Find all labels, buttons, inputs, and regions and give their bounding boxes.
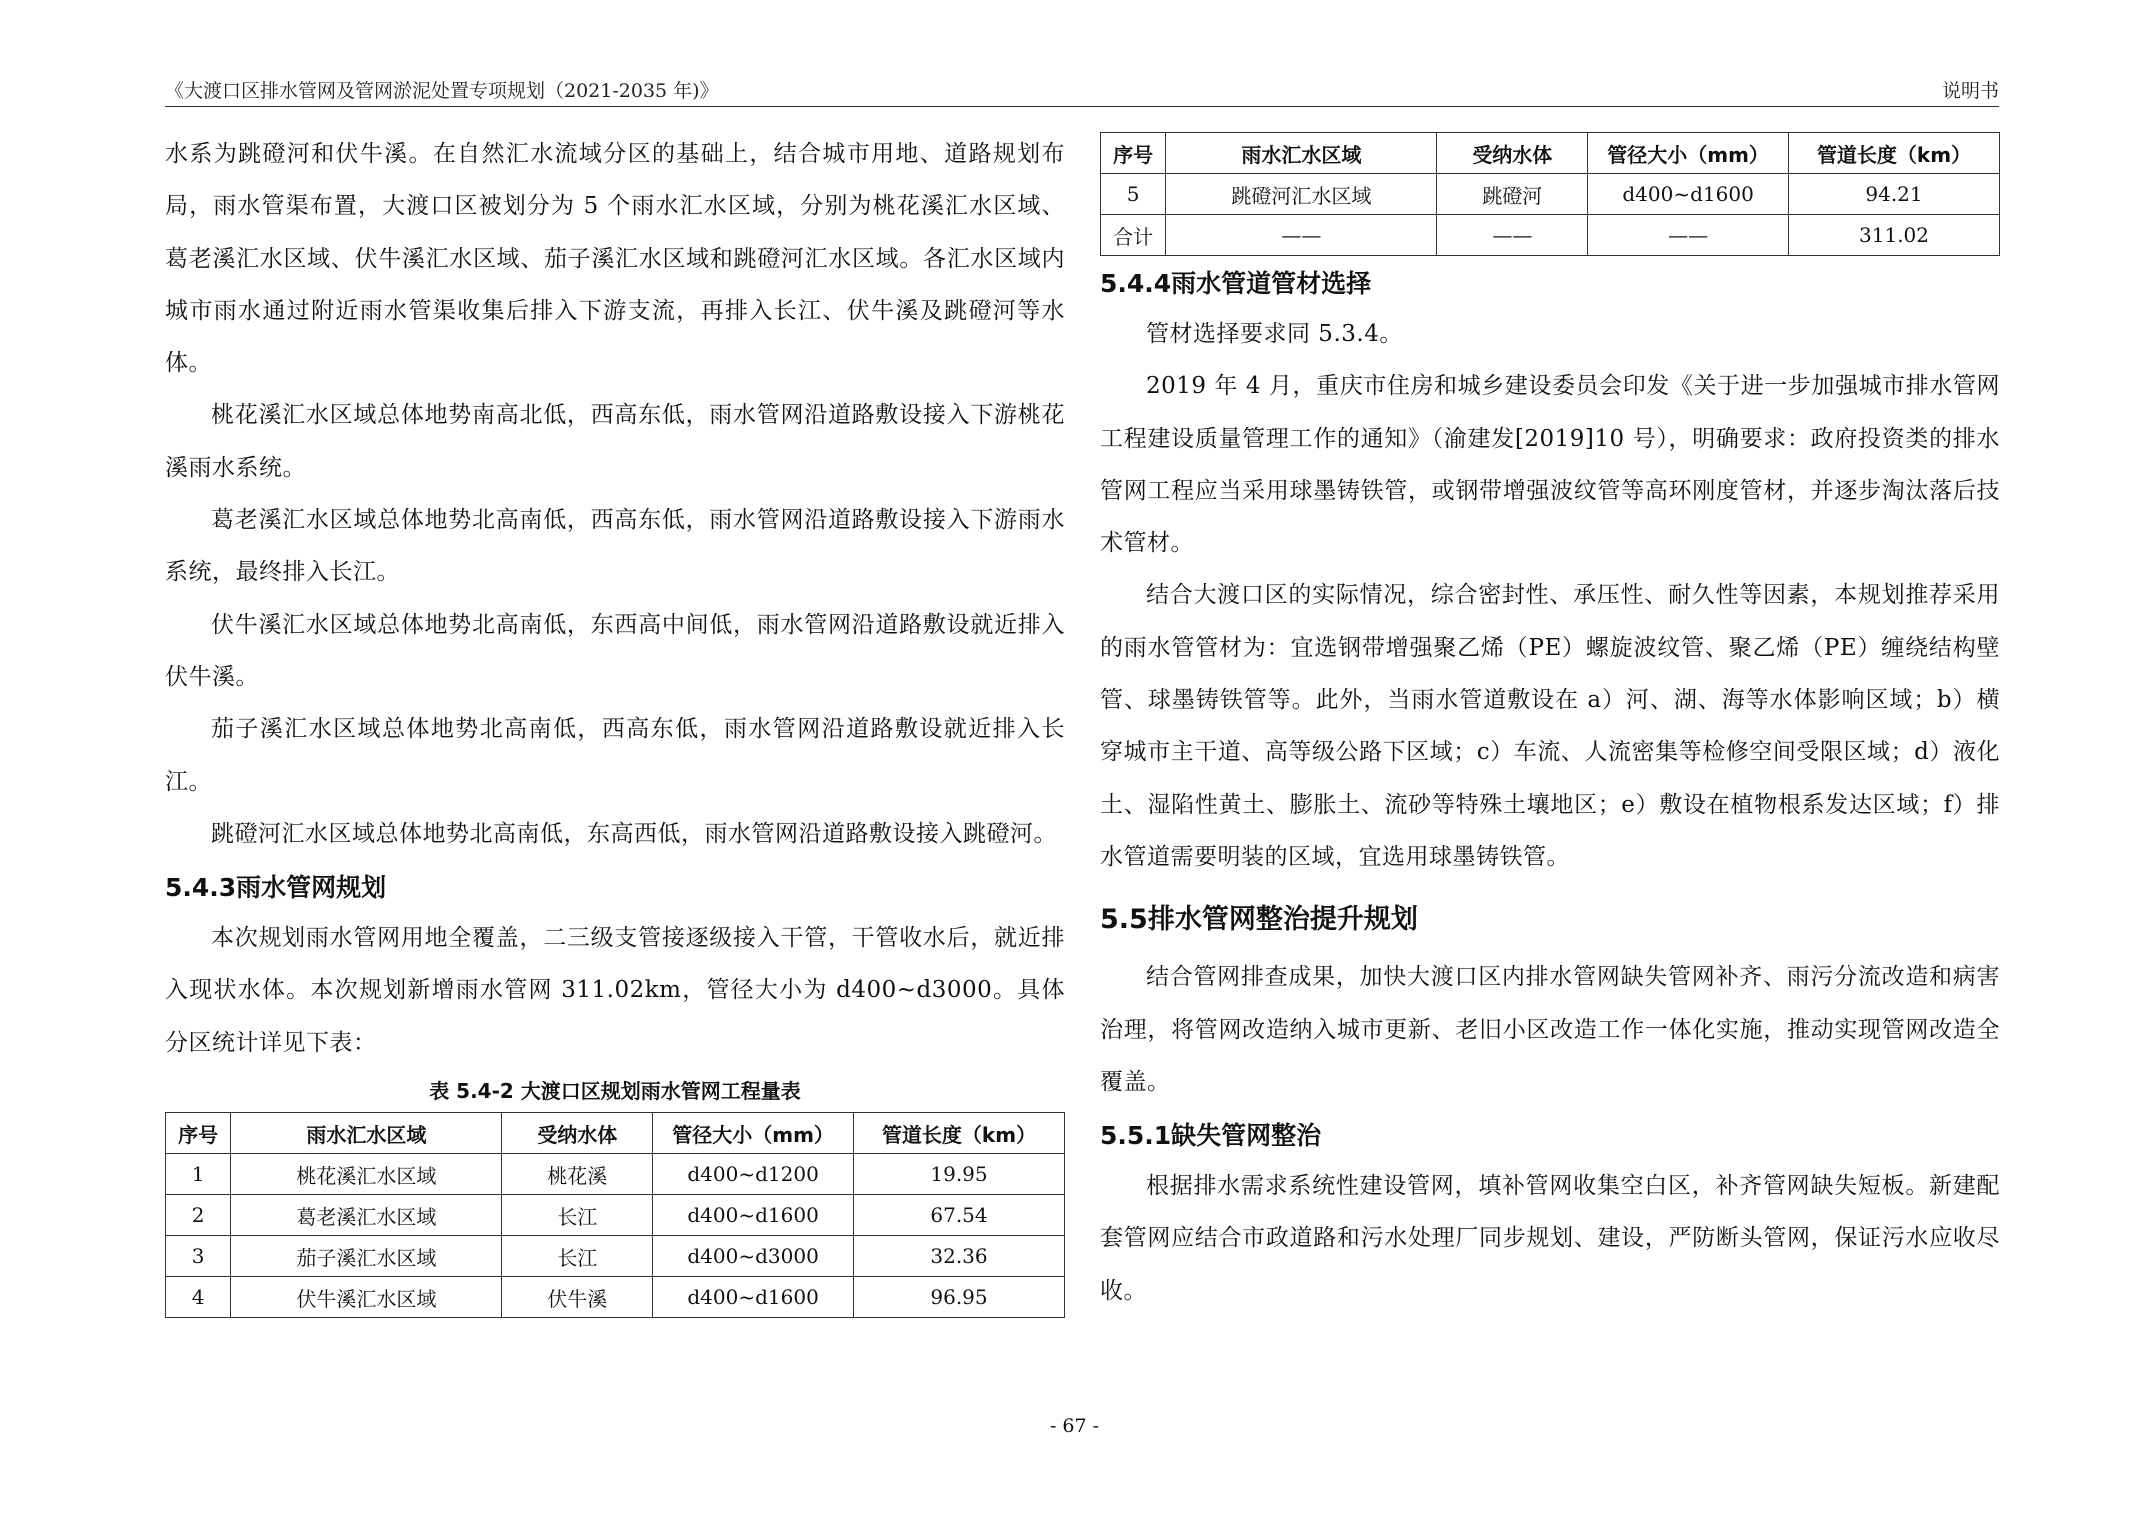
- table-header-row: [1101, 133, 2000, 174]
- table-cell: 长江: [502, 1195, 653, 1236]
- table-cell: 311.02: [1789, 215, 2000, 256]
- table-header-cell: 管道长度（km）: [854, 1113, 1065, 1154]
- left-column: [165, 128, 1065, 1318]
- table-cell: 长江: [502, 1236, 653, 1277]
- table-cell: 5: [1101, 174, 1166, 215]
- table-cell: 4: [166, 1277, 231, 1318]
- table-cell: 合计: [1101, 215, 1166, 256]
- table-cell: 桃花溪汇水区域: [231, 1154, 502, 1195]
- table-cell: d400~d1200: [653, 1154, 854, 1195]
- table-cell: 跳磴河汇水区域: [1166, 174, 1437, 215]
- table-cell: 32.36: [854, 1236, 1065, 1277]
- paragraph: 2019 年 4 月，重庆市住房和城乡建设委员会印发《关于进一步加强城市排水管网工程建设质量管理工作的通知》（渝建发[2019]10 号），明确要求：政府投资类的排水管网工程应当采用球墨铸铁管，或钢带增强波纹管等高环刚度管材，并逐步淘汰落后技术管材。: [1100, 373, 2000, 557]
- table-row: [166, 1154, 1065, 1195]
- table-caption: 表 5.4-2 大渡口区规划雨水管网工程量表: [429, 1079, 801, 1104]
- table-header-cell: 序号: [1101, 133, 1166, 174]
- table-cell: ——: [1166, 215, 1437, 256]
- table-header-cell: 雨水汇水区域: [231, 1113, 502, 1154]
- rainwater-pipe-table-continued: [1100, 132, 2000, 256]
- table-header-cell: 序号: [166, 1113, 231, 1154]
- document-type: 说明书: [1941, 80, 1999, 102]
- section-heading-5-4-4: 5.4.4雨水管道管材选择: [1100, 269, 1372, 298]
- table-row: [166, 1236, 1065, 1277]
- table-cell: 19.95: [854, 1154, 1065, 1195]
- table-cell: 2: [166, 1195, 231, 1236]
- table-cell: 跳磴河: [1437, 174, 1588, 215]
- rainwater-pipe-table: [165, 1112, 1065, 1318]
- table-row: [1101, 174, 2000, 215]
- table-row: [166, 1277, 1065, 1318]
- table-cell: d400~d3000: [653, 1236, 854, 1277]
- table-cell: 伏牛溪: [502, 1277, 653, 1318]
- table-header-cell: 受纳水体: [1437, 133, 1588, 174]
- table-total-row: [1101, 215, 2000, 256]
- paragraph: 跳磴河汇水区域总体地势北高南低，东高西低，雨水管网沿道路敷设接入跳磴河。: [211, 820, 1057, 847]
- table-cell: 茄子溪汇水区域: [231, 1236, 502, 1277]
- paragraph: 伏牛溪汇水区域总体地势北高南低，东西高中间低，雨水管网沿道路敷设就近排入伏牛溪。: [165, 611, 1065, 690]
- section-heading-5-5: 5.5排水管网整治提升规划: [1100, 904, 1418, 936]
- paragraph: 结合管网排查成果，加快大渡口区内排水管网缺失管网补齐、雨污分流改造和病害治理，将管网改造纳入城市更新、老旧小区改造工作一体化实施，推动实现管网改造全覆盖。: [1100, 964, 2000, 1095]
- table-header-row: [166, 1113, 1065, 1154]
- table-cell: 伏牛溪汇水区域: [231, 1277, 502, 1318]
- paragraph: 茄子溪汇水区域总体地势北高南低，西高东低，雨水管网沿道路敷设就近排入长江。: [165, 716, 1065, 795]
- table-cell: 96.95: [854, 1277, 1065, 1318]
- table-cell: ——: [1437, 215, 1588, 256]
- table-cell: 94.21: [1789, 174, 2000, 215]
- section-heading-5-4-3: 5.4.3雨水管网规划: [165, 873, 387, 903]
- paragraph: 葛老溪汇水区域总体地势北高南低，西高东低，雨水管网沿道路敷设接入下游雨水系统，最终排入长江。: [165, 507, 1065, 586]
- table-cell: 67.54: [854, 1195, 1065, 1236]
- paragraph: 根据排水需求系统性建设管网，填补管网收集空白区，补齐管网缺失短板。新建配套管网应结合市政道路和污水处理厂同步规划、建设，严防断头管网，保证污水应收尽收。: [1100, 1173, 2000, 1304]
- page-number: - 67 -: [1049, 1415, 1100, 1437]
- table-cell: 桃花溪: [502, 1154, 653, 1195]
- table-header-cell: 管径大小（mm）: [653, 1113, 854, 1154]
- table-cell: d400~d1600: [653, 1195, 854, 1236]
- table-cell: 3: [166, 1236, 231, 1277]
- section-heading-5-5-1: 5.5.1缺失管网整治: [1100, 1121, 1322, 1151]
- table-header-cell: 管道长度（km）: [1789, 133, 2000, 174]
- page-header: [165, 70, 1999, 107]
- table-cell: d400~d1600: [653, 1277, 854, 1318]
- document-title: 《大渡口区排水管网及管网淤泥处置专项规划（2021-2035 年)》: [165, 80, 719, 102]
- table-cell: ——: [1588, 215, 1789, 256]
- table-header-cell: 雨水汇水区域: [1166, 133, 1437, 174]
- paragraph: 桃花溪汇水区域总体地势南高北低，西高东低，雨水管网沿道路敷设接入下游桃花溪雨水系统。: [165, 402, 1065, 481]
- paragraph: 本次规划雨水管网用地全覆盖，二三级支管接逐级接入干管，干管收水后，就近排入现状水体。本次规划新增雨水管网 311.02km，管径大小为 d400~d3000。具体分区统计详见下表：: [165, 925, 1065, 1056]
- table-cell: 1: [166, 1154, 231, 1195]
- table-cell: 葛老溪汇水区域: [231, 1195, 502, 1236]
- table-header-cell: 受纳水体: [502, 1113, 653, 1154]
- paragraph: 管材选择要求同 5.3.4。: [1146, 321, 1403, 347]
- table-header-cell: 管径大小（mm）: [1588, 133, 1789, 174]
- right-column: [1100, 128, 2000, 1317]
- paragraph: 结合大渡口区的实际情况，综合密封性、承压性、耐久性等因素，本规划推荐采用的雨水管管材为：宜选钢带增强聚乙烯（PE）螺旋波纹管、聚乙烯（PE）缠绕结构壁管、球墨铸铁管等。此外，当雨水管道敷设在 a）河、湖、海等水体影响区域；b）横穿城市主干道、高等级公路下区域；c）车流、人流密集等检修空间受限区域；d）液化土、湿陷性黄土、膨胀土、流砂等特殊土壤地区；e）敷设在植物根系发达区域；f）排水管道需要明装的区域，宜选用球墨铸铁管。: [1100, 582, 2000, 870]
- table-row: [166, 1195, 1065, 1236]
- table-cell: d400~d1600: [1588, 174, 1789, 215]
- paragraph: 水系为跳磴河和伏牛溪。在自然汇水流域分区的基础上，结合城市用地、道路规划布局，雨水管渠布置，大渡口区被划分为 5 个雨水汇水区域，分别为桃花溪汇水区域、葛老溪汇水区域、伏牛溪汇水区域、茄子溪汇水区域和跳磴河汇水区域。各汇水区域内城市雨水通过附近雨水管渠收集后排入下游支流，再排入长江、伏牛溪及跳磴河等水体。: [165, 141, 1065, 377]
